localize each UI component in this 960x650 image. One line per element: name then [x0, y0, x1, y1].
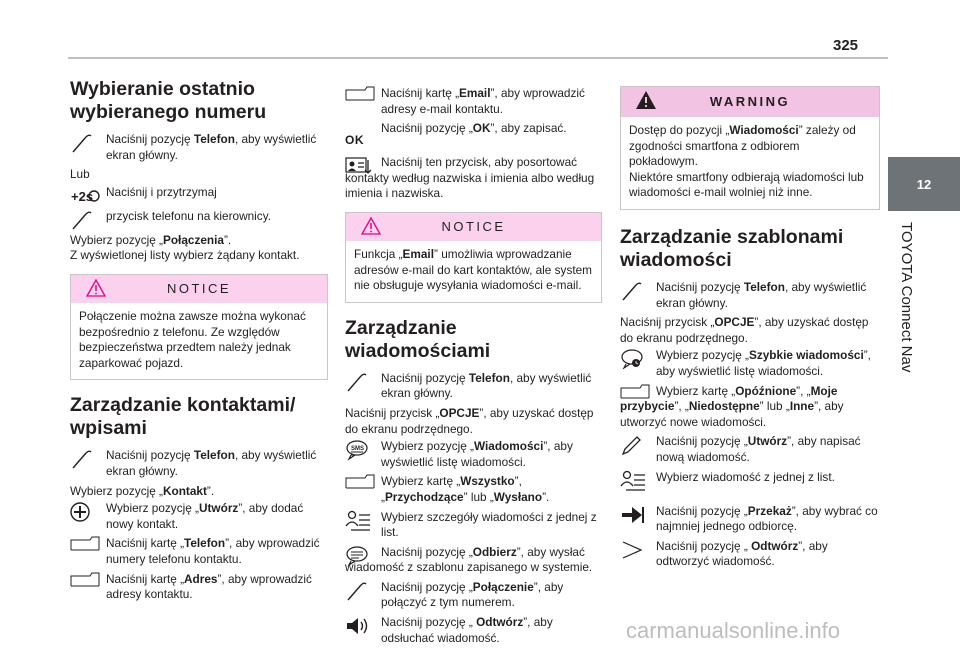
notice-label: NOTICE [441, 219, 506, 235]
details-list-icon [620, 470, 650, 492]
step-tpl-1: Naciśnij pozycję Telefon, aby wyświetlić ekran główny. [620, 280, 880, 311]
text-select-contact: Z wyświetlonej listy wybierz żądany kontakt. [70, 248, 300, 263]
step-redial-3: przycisk telefonu na kierownicy. [70, 209, 328, 229]
heading-redial: Wybieranie ostatnio wybieranego numeru [70, 78, 267, 123]
notice-label: NOTICE [166, 281, 232, 297]
column-1 [70, 78, 328, 607]
warning-triangle-icon [635, 90, 657, 114]
tap-icon [345, 580, 375, 602]
step-sort: Naciśnij ten przycisk, aby posortować kontakty według nazwiska i imienia albo według imienia i nazwiska. [345, 155, 595, 201]
warning-text-2: Niektóre smartfony odbierają wiadomości lub wiadomości e-mail wolniej niż inne. [629, 169, 864, 200]
heading-templates: Zarządzanie szablonami wiadomości [620, 225, 844, 271]
warning-text-1: Dostęp do pozycji „Wiadomości” zależy od zgodności smartfona z odbiorem pokładowym. [629, 123, 856, 169]
step-redial-2: +2s Naciśnij i przytrzymaj [70, 185, 328, 205]
sort-contacts-icon [345, 155, 375, 177]
forward-arrow-icon [620, 504, 650, 526]
column-3 [620, 78, 880, 574]
tap-icon [70, 448, 100, 470]
heading-contacts: Zarządzanie kontaktami/ wpisami [70, 394, 296, 440]
header-rule [68, 57, 888, 59]
svg-text:SMS: SMS [351, 446, 365, 453]
notice-text: Połączenie można zawsze można wykonać bezpośrednio z telefonu. Ze względów bezpieczeństwa przedtem należy jednak zaparkować pojazd. [79, 308, 306, 370]
step-tpl-2: Wybierz pozycję „Szybkie wiadomości”, aby wyświetlić listę wiadomości. [620, 348, 880, 379]
step-contacts-1: Naciśnij pozycję Telefon, aby wyświetlić ekran główny. [70, 448, 328, 479]
details-list-icon [345, 510, 375, 532]
page-number: 325 [833, 37, 859, 54]
chapter-tab[interactable]: 12 [888, 157, 960, 211]
step-msg-5: Naciśnij pozycję „Odbierz”, aby wysłać wiadomość z szablonu zapisanego w systemie. [345, 544, 593, 575]
tab-icon [70, 536, 100, 558]
text-select-calls: Wybierz pozycję „Połączenia”. [70, 232, 232, 247]
step-msg-2: SMS Wybierz pozycję „Wiadomości”, aby wyświetlić listę wiadomości. [345, 439, 602, 470]
notice-box [70, 274, 328, 380]
step-contacts-4: Naciśnij kartę „Adres”, aby wprowadzić adresy kontaktu. [70, 572, 328, 603]
chapter-title: TOYOTA Connect Nav [898, 222, 915, 373]
step-msg-1: Naciśnij pozycję Telefon, aby wyświetlić ekran główny. [345, 371, 602, 402]
warning-triangle-icon [360, 216, 382, 240]
tab-icon [620, 384, 650, 406]
step-tpl-6: Naciśnij pozycję „Przekaż”, aby wybrać co najmniej jednego odbiorcę. [620, 504, 880, 535]
pencil-icon [620, 434, 650, 456]
warning-label: WARNING [709, 94, 791, 110]
press-hold-icon [70, 185, 100, 207]
step-tpl-3: Wybierz kartę „Opóźnione”, „Moje przybycie”, „Niedostępne” lub „Inne”, aby utworzyć nowe wiadomości. [620, 383, 844, 429]
chapter-side-label [888, 222, 928, 392]
step-msg-6: Naciśnij pozycję „Połączenie”, aby połączyć z tym numerem. [345, 580, 602, 611]
svg-text:+2s: +2s [71, 188, 94, 204]
tap-icon [620, 280, 650, 302]
chat-reply-icon [345, 545, 375, 567]
step-msg-7: Naciśnij pozycję „ Odtwórz”, aby odsłuchać wiadomość. [345, 615, 602, 646]
tab-icon [70, 572, 100, 594]
step-msg-3: Wybierz kartę „Wszystko”, „Przychodzące” lub „Wysłano”. [345, 474, 602, 505]
step-tpl-5: Wybierz wiadomość z jednej z list. [620, 470, 880, 490]
column-2 [345, 86, 602, 650]
step-contacts-3: Naciśnij kartę „Telefon”, aby wprowadzić numery telefonu kontaktu. [70, 536, 328, 567]
speaker-icon [345, 615, 375, 637]
add-circle-icon [70, 501, 100, 523]
text-lub: Lub [70, 167, 90, 182]
watermark: carmanualsonline.info [626, 618, 841, 643]
step-tpl-7: Naciśnij pozycję „ Odtwórz”, aby odtworzyć wiadomość. [620, 539, 880, 570]
text-options: Naciśnij przycisk „OPCJE”, aby uzyskać dostęp do ekranu podrzędnego. [345, 405, 594, 436]
tap-icon [70, 209, 100, 231]
tab-icon [345, 474, 375, 496]
warning-box [620, 86, 880, 210]
tap-icon [70, 132, 100, 154]
sms-icon [345, 439, 375, 461]
play-icon [620, 539, 650, 561]
step-email-tab: Naciśnij kartę „Email”, aby wprowadzić adresy e-mail kontaktu. [345, 86, 602, 117]
notice-text: Funkcja „Email” umożliwia wprowadzanie adresów e-mail do kart kontaktów, ale system nie obsługuje wysyłania wiadomości e-mail. [354, 246, 593, 293]
text-select-contact-tab: Wybierz pozycję „Kontakt”. [70, 483, 215, 498]
step-contacts-2: Wybierz pozycję „Utwórz”, aby dodać nowy kontakt. [70, 501, 328, 532]
notice-box [345, 212, 602, 303]
step-redial-1: Naciśnij pozycję Telefon, aby wyświetlić ekran główny. [70, 132, 328, 163]
ok-icon: OK [345, 133, 364, 148]
step-tpl-4: Naciśnij pozycję „Utwórz”, aby napisać nową wiadomość. [620, 434, 880, 465]
text-options: Naciśnij przycisk „OPCJE”, aby uzyskać dostęp do ekranu podrzędnego. [620, 315, 869, 345]
tap-icon [345, 371, 375, 393]
quick-message-icon [620, 348, 650, 370]
tab-icon [345, 86, 375, 108]
step-ok: OK Naciśnij pozycję „OK”, aby zapisać. [345, 121, 602, 141]
step-msg-4: Wybierz szczegóły wiadomości z jednej z list. [345, 510, 602, 541]
heading-messages: Zarządzanie wiadomościami [345, 316, 491, 362]
warning-triangle-icon [85, 278, 107, 302]
